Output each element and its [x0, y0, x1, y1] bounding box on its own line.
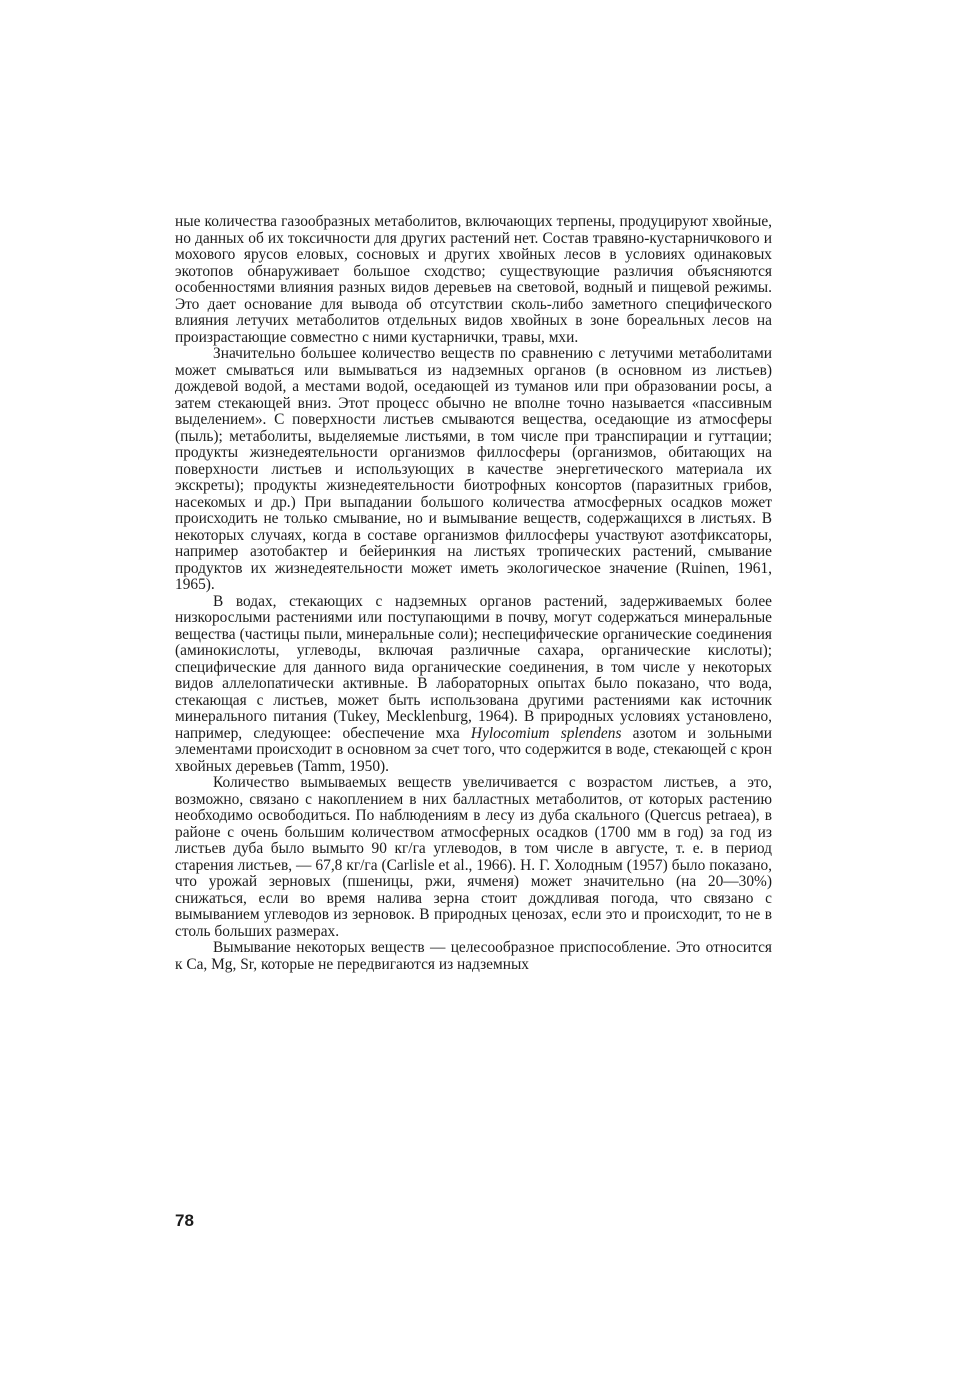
page-number: 78 — [175, 1211, 194, 1230]
paragraph-1: ные количества газообразных метаболитов, включающих терпены, продуцируют хвойные, но данных об их токсичности для других растений нет. Состав травяно-кустарничкового и мохового ярусов еловых, сосновых и других хвойных лесов в условиях одинаковых экотопов обнаруживает большое сходство; существующие различия объясняются особенностями влияния разных видов деревьев на световой, водный и пищевой режимы. Это дает основание для вывода об отсутствии сколь-либо заметного специфического влияния летучих метаболитов отдельных видов хвойных в зоне бореальных лесов на произрастающие совместно с ними кустарнички, травы, мхи. — [175, 213, 772, 346]
paragraph-3-text-before: В водах, стекающих с надземных органов растений, задерживаемых более низкорослыми растениями или поступающими в почву, могут содержаться минеральные вещества (частицы пыли, минеральные соли); неспецифические органические соединения (аминокислоты, углеводы, включая различные сахара, органические кислоты); специфические для данного вида органические соединения, в том числе у некоторых видов аллелопатически активные. В лабораторных опытах было показано, что вода, стекающая с листьев, может быть использована другими растениями как источник минерального питания (Tukey, Mecklenburg, 1964). В природных условиях установлено, например, следующее: обеспечение мха — [175, 592, 772, 742]
paragraph-2: Значительно большее количество веществ по сравнению с летучими метаболитами может смываться или вымываться из надземных органов (в основном из листьев) дождевой водой, а местами водой, оседающей из туманов или при образовании росы, а затем стекающей вниз. Этот процесс обычно не вполне точно называется «пассивным выделением». С поверхности листьев смываются вещества, оседающие из атмосферы (пыль); метаболиты, выделяемые листьями, в том числе при транспирации и гуттации; продукты жизнедеятельности организмов филлосферы (организмов, обитающих на поверхности листьев и использующих в качестве энергетического материала их экскреты); продукты жизнедеятельности биотрофных консортов (паразитных грибов, насекомых и др.) При выпадании большого количества атмосферных осадков может происходить не только смывание, но и вымывание веществ, содержащихся в листьях. В некоторых случаях, когда в составе организмов филлосферы участвуют азотфиксаторы, например азотобактер и бейеринкия на листьях тропических растений, смывание продуктов их жизнедеятельности может иметь экологическое значение (Ruinen, 1961, 1965). — [175, 345, 772, 593]
paragraph-3 — [175, 594, 772, 776]
paragraph-5: Вымывание некоторых веществ — целесообразное приспособление. Это относится к Ca, Mg, Sr, которые не передвигаются из надземных — [175, 939, 772, 973]
paragraph-3-text-after: азотом и зольными элементами происходит в основном за счет того, что содержится в воде, стекающей с крон хвойных деревьев (Tamm, 1950). — [175, 724, 772, 775]
page-body-text — [175, 214, 772, 973]
species-name-italic: Hylocomium splendens — [470, 724, 622, 742]
paragraph-4: Количество вымываемых веществ увеличивается с возрастом листьев, а это, возможно, связано с накоплением в них балластных метаболитов, от которых растению необходимо освободиться. По наблюдениям в лесу из дуба скального (Quercus petraea), в районе с очень большим количеством атмосферных осадков (1700 мм в год) за год из листьев дуба было вымыто 90 кг/га углеводов, в том числе в августе, т. е. в период старения листьев, — 67,8 кг/га (Carlisle et al., 1966). Н. Г. Холодным (1957) было показано, что урожай зерновых (пшеницы, ржи, ячменя) может значительно (на 20—30%) снижаться, если во время налива зерна стоит дождливая погода, что связано с вымыванием углеводов из зерновок. В природных ценозах, если это и происходит, то не в столь больших размерах. — [175, 774, 772, 940]
